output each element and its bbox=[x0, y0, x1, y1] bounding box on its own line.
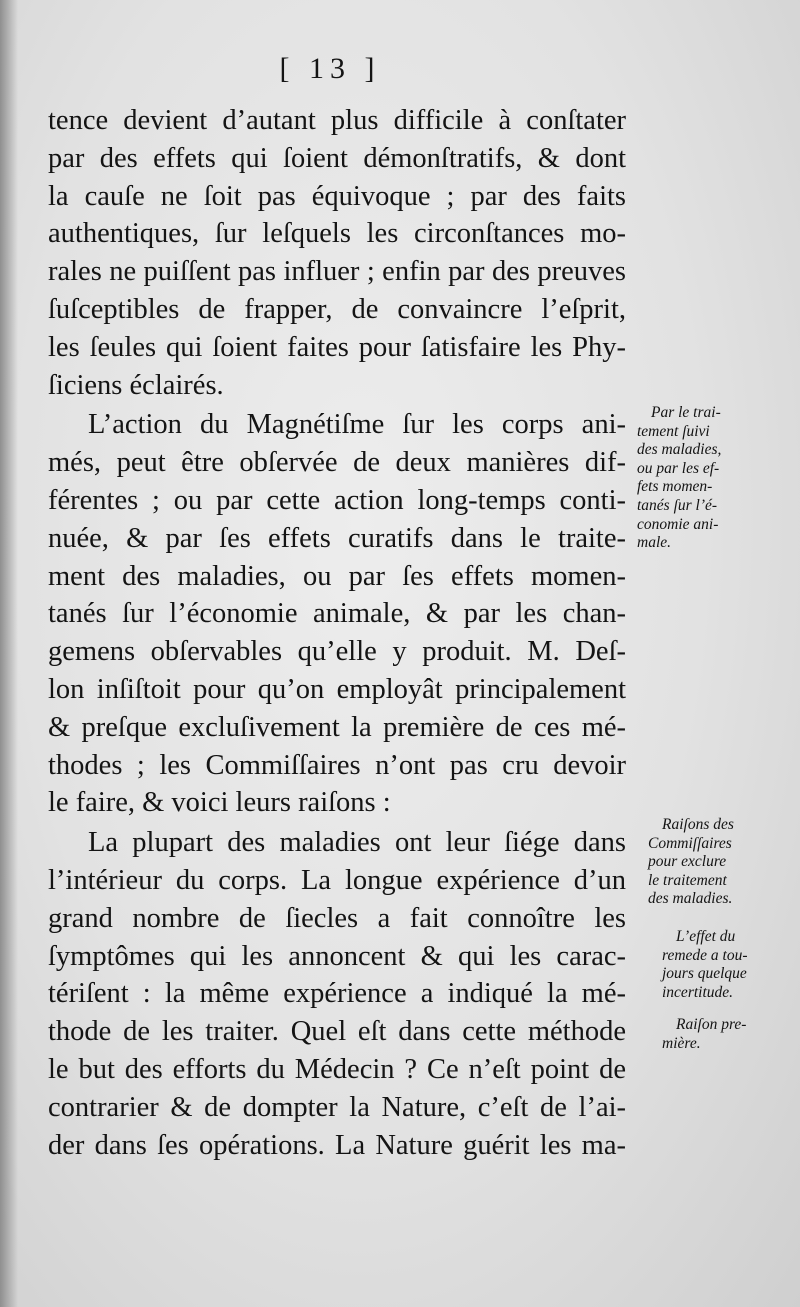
note-line: jours quelque bbox=[662, 965, 747, 983]
note-line: mière. bbox=[662, 1034, 701, 1052]
note-line: conomie ani- bbox=[637, 515, 719, 533]
text-line: L’action du Magnétiſme ſur les corps ani- bbox=[88, 409, 626, 441]
text-line: le faire, & voici leurs raiſons : bbox=[48, 787, 391, 819]
text-line: gemens obſervables qu’elle y produit. M. Deſ- bbox=[48, 636, 626, 668]
paragraph-1 bbox=[48, 102, 626, 404]
note-line: ou par les ef- bbox=[637, 459, 720, 477]
note-line: incertitude. bbox=[662, 983, 734, 1001]
text-line: l’intérieur du corps. La longue expérience d’un bbox=[48, 864, 626, 896]
page-number: [ 13 ] bbox=[279, 52, 381, 85]
text-line: contrarier & de dompter la Nature, c’eſt de l’ai- bbox=[48, 1091, 626, 1123]
text-line: tence devient d’autant plus difficile à conſtater bbox=[48, 105, 626, 136]
note-line: fets momen- bbox=[637, 478, 713, 496]
text-line: ment des maladies, ou par ſes effets momen- bbox=[48, 560, 626, 592]
text-line: tériſent : la même expérience a indiqué la mé- bbox=[48, 978, 626, 1010]
note-line: male. bbox=[637, 534, 672, 552]
note-line: des maladies, bbox=[637, 441, 722, 459]
text-line: férentes ; ou par cette action long-temps conti- bbox=[48, 484, 626, 516]
text-line: thodes ; les Commiſſaires n’ont pas cru devoir bbox=[48, 749, 626, 781]
text-line: thode de les traiter. Quel eſt dans cette méthode bbox=[48, 1016, 626, 1048]
note-line: le traitement bbox=[648, 871, 727, 889]
margin-note-raison-premiere bbox=[662, 1016, 746, 1053]
note-line: Par le trai- bbox=[651, 404, 721, 421]
note-line: pour exclure bbox=[648, 853, 727, 871]
main-text bbox=[48, 102, 626, 1164]
text-line: & preſque excluſivement la première de ces mé- bbox=[48, 711, 626, 743]
text-line: nuée, & par ſes effets curatifs dans le traite- bbox=[48, 522, 626, 554]
text-line: ſymptômes qui les annoncent & qui les carac- bbox=[48, 940, 626, 972]
text-line: le but des efforts du Médecin ? Ce n’eſt point de bbox=[48, 1053, 626, 1085]
text-line: la cauſe ne ſoit pas équivoque ; par des faits bbox=[48, 180, 626, 212]
paragraph-3 bbox=[48, 824, 626, 1164]
note-line: Raiſon pre- bbox=[676, 1016, 747, 1033]
note-line: L’effet du bbox=[676, 928, 736, 945]
text-line: ſuſceptibles de frapper, de convaincre l’eſprit, bbox=[48, 293, 626, 325]
note-line: tanés ſur l’é- bbox=[637, 496, 718, 514]
note-line: des maladies. bbox=[648, 890, 733, 908]
paragraph-2 bbox=[48, 406, 626, 822]
text-line: authentiques, ſur leſquels les circonſtances mo- bbox=[48, 218, 626, 250]
text-line: ſiciens éclairés. bbox=[48, 369, 224, 401]
text-line: par des effets qui ſoient démonſtratifs, & dont bbox=[48, 142, 626, 174]
margin-note-traitement bbox=[637, 404, 721, 553]
note-line: remede a tou- bbox=[662, 946, 748, 964]
text-line: més, peut être obſervée de deux manières dif- bbox=[48, 447, 626, 479]
text-line: grand nombre de ſiecles a fait connoître les bbox=[48, 902, 626, 934]
margin-note-effet bbox=[662, 928, 748, 1002]
text-line: der dans ſes opérations. La Nature guérit les ma- bbox=[48, 1129, 626, 1161]
text-line: rales ne puiſſent pas influer ; enfin par des preuves bbox=[48, 256, 626, 288]
note-line: Commiſſaires bbox=[648, 834, 732, 852]
text-line: tanés ſur l’économie animale, & par les chan- bbox=[48, 598, 626, 630]
note-line: tement ſuivi bbox=[637, 422, 710, 440]
text-line: lon inſiſtoit pour qu’on employât principalement bbox=[48, 673, 626, 705]
text-line: les ſeules qui ſoient faites pour ſatisfaire les Phy- bbox=[48, 331, 626, 363]
note-line: Raiſons des bbox=[662, 816, 734, 833]
margin-note-raisons bbox=[648, 816, 734, 909]
text-line: La plupart des maladies ont leur ſiége dans bbox=[88, 827, 626, 859]
